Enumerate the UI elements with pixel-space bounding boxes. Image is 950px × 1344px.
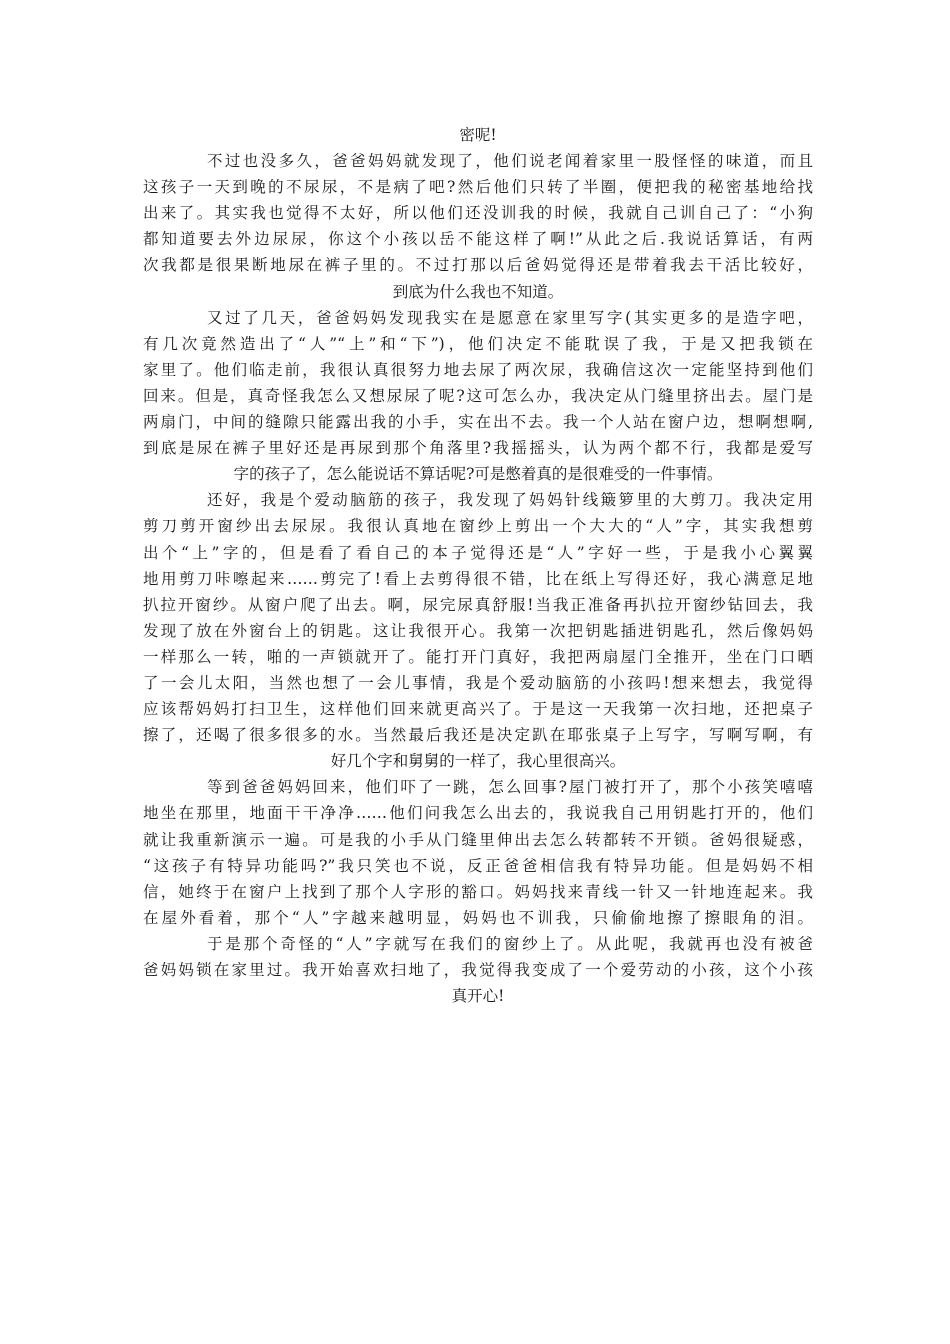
text-line: 两扇门，中间的缝隙只能露出我的小手，实在出不去。我一个人站在窗户边，想啊想啊, [143, 413, 813, 432]
text-line: 于是那个奇怪的“人”字就写在我们的窗纱上了。从此呢，我就再也没有被爸 [207, 934, 813, 953]
text-line: 剪刀剪开窗纱出去尿尿。我很认真地在窗纱上剪出一个大大的“人”字，其实我想剪 [143, 517, 813, 536]
text-line: 擦了，还喝了很多很多的水。当然最后我还是决定趴在耶张桌子上写字，写啊写啊，有 [143, 726, 813, 745]
text-line: 不过也没多久，爸爸妈妈就发现了，他们说老闻着家里一股怪怪的味道，而且 [207, 152, 813, 171]
text-line: 爸妈妈锁在家里过。我开始喜欢扫地了，我觉得我变成了一个爱劳动的小孩，这个小孩 [143, 961, 813, 979]
text-line: 次我都是很果断地尿在裤子里的。不过打那以后爸妈觉得还是带着我去干活比较好， [143, 256, 813, 275]
text-line: 应该帮妈妈打扫卫生，这样他们回来就更高兴了。于是这一天我第一次扫地，还把桌子 [143, 700, 813, 719]
text-line: 字的孩子了，怎么能说话不算话呢?可是憋着真的是很难受的一件事情。 [233, 465, 723, 484]
text-line: 密呢! [459, 126, 497, 144]
text-line: “这孩子有特异功能吗?”我只笑也不说，反正爸爸相信我有特异功能。但是妈妈不相 [143, 856, 813, 875]
text-line: 有几次竟然造出了“人”“上”和“下”)，他们决定不能耽误了我，于是又把我锁在 [143, 334, 813, 353]
text-line: 到底为什么我也不知道。 [392, 282, 564, 301]
text-line: 地坐在那里，地面干干净净……他们问我怎么出去的，我说我自己用钥匙打开的，他们 [143, 804, 813, 823]
text-line: 等到爸爸妈妈回来，他们吓了一跳，怎么回事?屋门被打开了，那个小孩笑嘻嘻 [207, 778, 813, 797]
text-line: 出来了。其实我也觉得不太好，所以他们还没训我的时候，我就自己训自己了：“小狗 [143, 204, 813, 223]
text-line: 回来。但是，真奇怪我怎么又想尿尿了呢?这可怎么办，我决定从门缝里挤出去。屋门是 [143, 386, 813, 405]
text-line: 真开心! [451, 987, 505, 1006]
text-line: 这孩子一天到晚的不尿尿，不是病了吧?然后他们只转了半圈，便把我的秘密基地给找 [143, 178, 813, 197]
text-line: 家里了。他们临走前，我很认真很努力地去尿了两次尿，我确信这次一定能坚持到他们 [143, 360, 813, 379]
text-line: 扒拉开窗纱。从窗户爬了出去。啊，尿完尿真舒服!当我正准备再扒拉开窗纱钻回去，我 [143, 595, 813, 614]
text-line: 在屋外看着，那个“人”字越来越明显，妈妈也不训我，只偷偷地擦了擦眼角的泪。 [143, 908, 813, 927]
text-line: 了一会儿太阳，当然也想了一会儿事情，我是个爱动脑筋的小孩吗!想来想去，我觉得 [143, 673, 813, 692]
text-line: 好几个字和舅舅的一样了，我心里很高兴。 [330, 752, 626, 771]
text-line: 发现了放在外窗台上的钥匙。这让我很开心。我第一次把钥匙插进钥匙孔，然后像妈妈 [143, 621, 813, 640]
story-text [143, 122, 813, 1009]
text-line: 信，她终于在窗户上找到了那个人字形的豁口。妈妈找来青线一针又一针地连起来。我 [143, 882, 813, 901]
text-line: 到底是尿在裤子里好还是再尿到那个角落里?我摇摇头，认为两个都不行，我都是爱写 [143, 439, 813, 458]
text-line: 地用剪刀咔嚓起来……剪完了!看上去剪得很不错，比在纸上写得还好，我心满意足地 [143, 569, 813, 588]
text-line: 就让我重新演示一遍。可是我的小手从门缝里伸出去怎么转都转不开锁。爸妈很疑惑， [143, 830, 813, 849]
text-line: 出个“上”字的，但是看了看自己的本子觉得还是“人”字好一些，于是我小心翼翼 [143, 543, 813, 562]
text-line: 还好，我是个爱动脑筋的孩子，我发现了妈妈针线簸箩里的大剪刀。我决定用 [207, 491, 813, 510]
text-line: 又过了几天，爸爸妈妈发现我实在是愿意在家里写字(其实更多的是造字吧， [207, 308, 813, 327]
text-line: 都知道要去外边尿尿，你这个小孩以岳不能这样了啊!”从此之后.我说话算话，有两 [143, 230, 813, 249]
text-line: 一样那么一转，啪的一声锁就开了。能打开门真好，我把两扇屋门全推开，坐在门口晒 [143, 647, 813, 666]
